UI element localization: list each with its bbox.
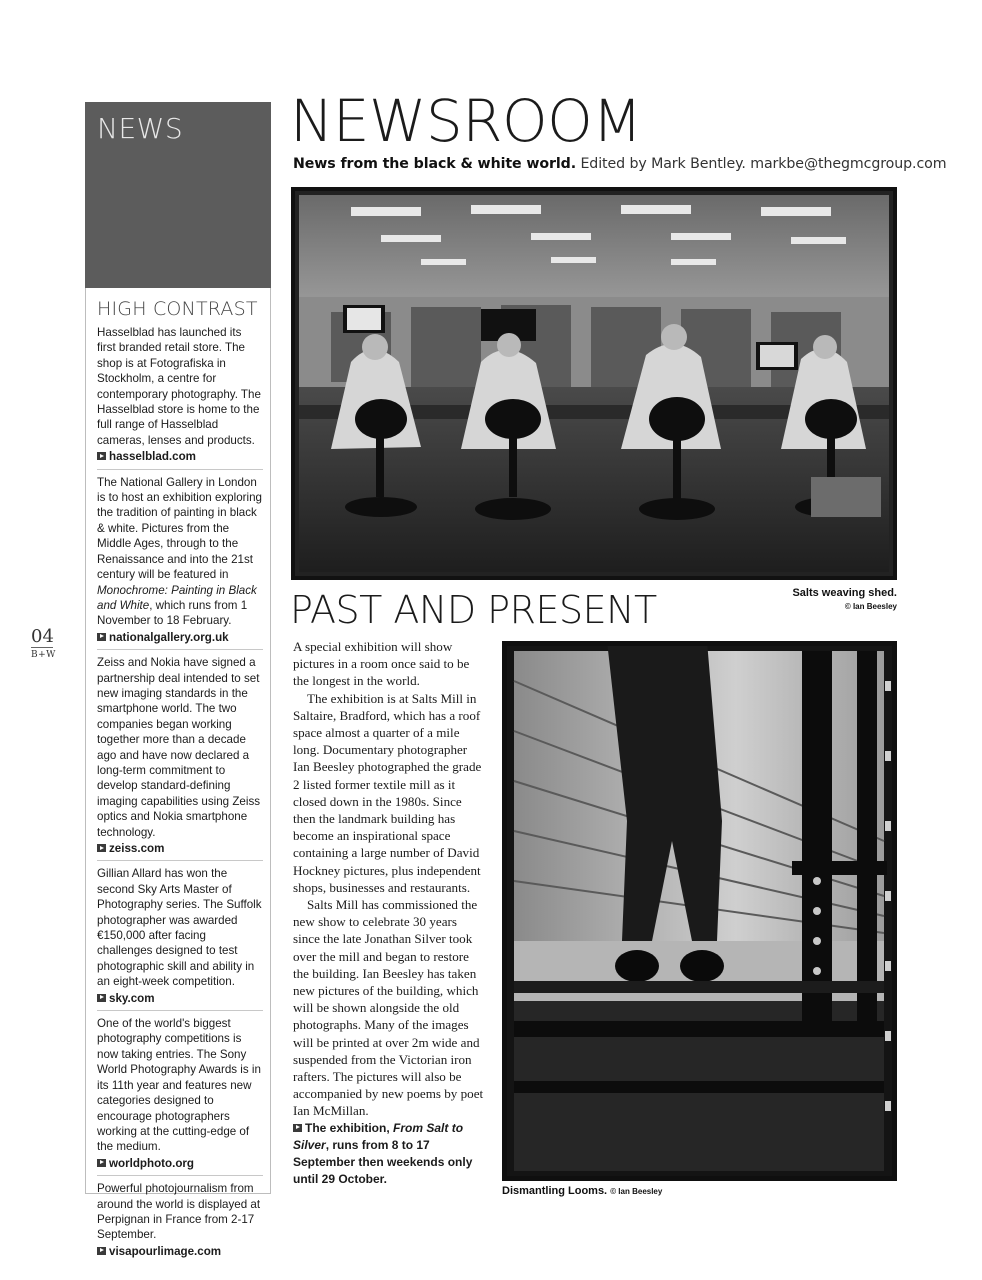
page-subtitle: [293, 156, 946, 172]
news-item-link-label: visapourlimage.com: [109, 1244, 222, 1258]
exhibition-title: Monochrome: Painting in Black and White: [97, 583, 257, 612]
news-item: [97, 1175, 263, 1263]
photo-caption-bottom: [502, 1185, 662, 1197]
news-item: [97, 1010, 263, 1175]
news-item-link-label: hasselblad.com: [109, 450, 196, 464]
article-paragraph: The exhibition is at Salts Mill in Saltaire, Bradford, which has a roof space almost a quarter of a mile long. Documentary photographer Ian Beesley photographed the grade 2 listed former textile mill as it closed down in the 1980s. Since then the landmark building has become an inspirational space containing a large number of David Hockney pictures, plus independent shops, businesses and restaurants.: [293, 690, 482, 895]
article-paragraph: A special exhibition will show pictures in a room once said to be the longest in the world.: [293, 639, 470, 689]
magazine-mark: B+W: [31, 650, 56, 660]
photo-lab-workers: [291, 187, 897, 580]
news-item: [97, 649, 263, 860]
footer-text: The exhibition,: [305, 1120, 394, 1135]
news-item: [97, 860, 263, 1010]
photo-dismantling-looms: [502, 641, 897, 1181]
news-item-text: One of the world's biggest photography competitions is now taking entries. The Sony World Photography Awards is in its 11th year and features new categories designed to encourage photographers working at the cutting-edge of the medium.: [97, 1017, 261, 1154]
page-number: 04: [31, 626, 54, 647]
news-item-text-part: The National Gallery in London is to host an exhibition exploring the tradition of painting in black & white. Pictures from the Middle Ages, through to the Renaissance and into the 21st century will be featured in: [97, 475, 262, 582]
news-item-link-label: zeiss.com: [109, 842, 165, 855]
news-item-text-part: , which runs from 1 November to 18 February.: [97, 598, 248, 628]
page-number-rule: [31, 647, 53, 648]
photo-caption-top: [740, 587, 897, 613]
news-item-text: Hasselblad has launched its first branded retail store. The shop is at Fotografiska in Stockholm, a centre for contemporary photography. The Hasselblad store is home to the full range of Hasselblad cameras, lenses and products.: [97, 326, 261, 447]
arrow-icon: [97, 994, 106, 1002]
news-item-link[interactable]: [97, 449, 263, 468]
news-item-link-label: nationalgallery.org.uk: [109, 630, 229, 644]
news-item-text: Powerful photojournalism from around the world is displayed at Perpignan in France from 2-17 September.: [97, 1182, 261, 1242]
photo-credit: © Ian Beesley: [844, 602, 897, 611]
news-item-link[interactable]: [97, 841, 263, 860]
article-title: PAST AND PRESENT: [290, 588, 657, 632]
news-item: [97, 469, 263, 649]
subtitle-editor: Edited by Mark Bentley. markbe@thegmcgroup.com: [576, 156, 947, 172]
sidebar-heading: HIGH CONTRAST: [97, 298, 258, 320]
news-item-text: Zeiss and Nokia have signed a partnership deal intended to set new imaging standards in the smartphone world. The two companies began working together more than a decade ago and have now declared a long-term commitment to develop standard-defining imaging capabilities using Zeiss optics and Nokia smartphone technology.: [97, 656, 261, 839]
news-item-link-label: worldphoto.org: [109, 1156, 195, 1170]
news-item: [97, 320, 263, 469]
arrow-icon: [97, 452, 106, 460]
section-label: NEWS: [97, 112, 184, 145]
photo-credit: © Ian Beesley: [610, 1187, 663, 1196]
news-item-link[interactable]: [97, 1244, 263, 1263]
news-item-link[interactable]: [97, 991, 263, 1010]
page-title: NEWSROOM: [290, 87, 642, 155]
photo-lab-workers-image: [291, 187, 897, 580]
footer-text: , runs from 8 to 17 September then weekends only until 29 October.: [293, 1137, 473, 1186]
arrow-icon: [97, 1159, 106, 1167]
photo-dismantling-looms-image: [502, 641, 897, 1181]
news-item-text: [97, 475, 263, 629]
arrow-icon: [97, 633, 106, 641]
exhibition-name: From Salt to Silver: [293, 1120, 464, 1152]
news-item-link[interactable]: [97, 1156, 263, 1175]
subtitle-bold: News from the black & white world.: [293, 156, 577, 172]
article-footer: [293, 1120, 485, 1188]
arrow-icon: [293, 1124, 302, 1132]
article-body: [293, 638, 485, 1188]
news-item-link[interactable]: [97, 630, 263, 649]
news-item-text: Gillian Allard has won the second Sky Arts Master of Photography series. The Suffolk photographer was awarded €150,000 after facing challenges designed to test photographic skill and ability in an eight-week competition.: [97, 867, 262, 989]
caption-text: Dismantling Looms.: [502, 1185, 608, 1197]
article-paragraph: Salts Mill has commissioned the new show to celebrate 30 years since the late Jonathan Silver took over the mill and began to restore the building. Ian Beesley has taken new pictures of the building, which will be shown alongside the old photographs. Many of the images will be printed at over 2m wide and suspended from the Victorian iron rafters. The pictures will also be accompanied by new poems by poet Ian McMillan.: [293, 897, 484, 1119]
news-item-link-label: sky.com: [109, 991, 155, 1005]
caption-text: Salts weaving shed.: [792, 587, 897, 599]
arrow-icon: [97, 844, 106, 852]
sidebar-content: [97, 298, 263, 1263]
arrow-icon: [97, 1247, 106, 1255]
